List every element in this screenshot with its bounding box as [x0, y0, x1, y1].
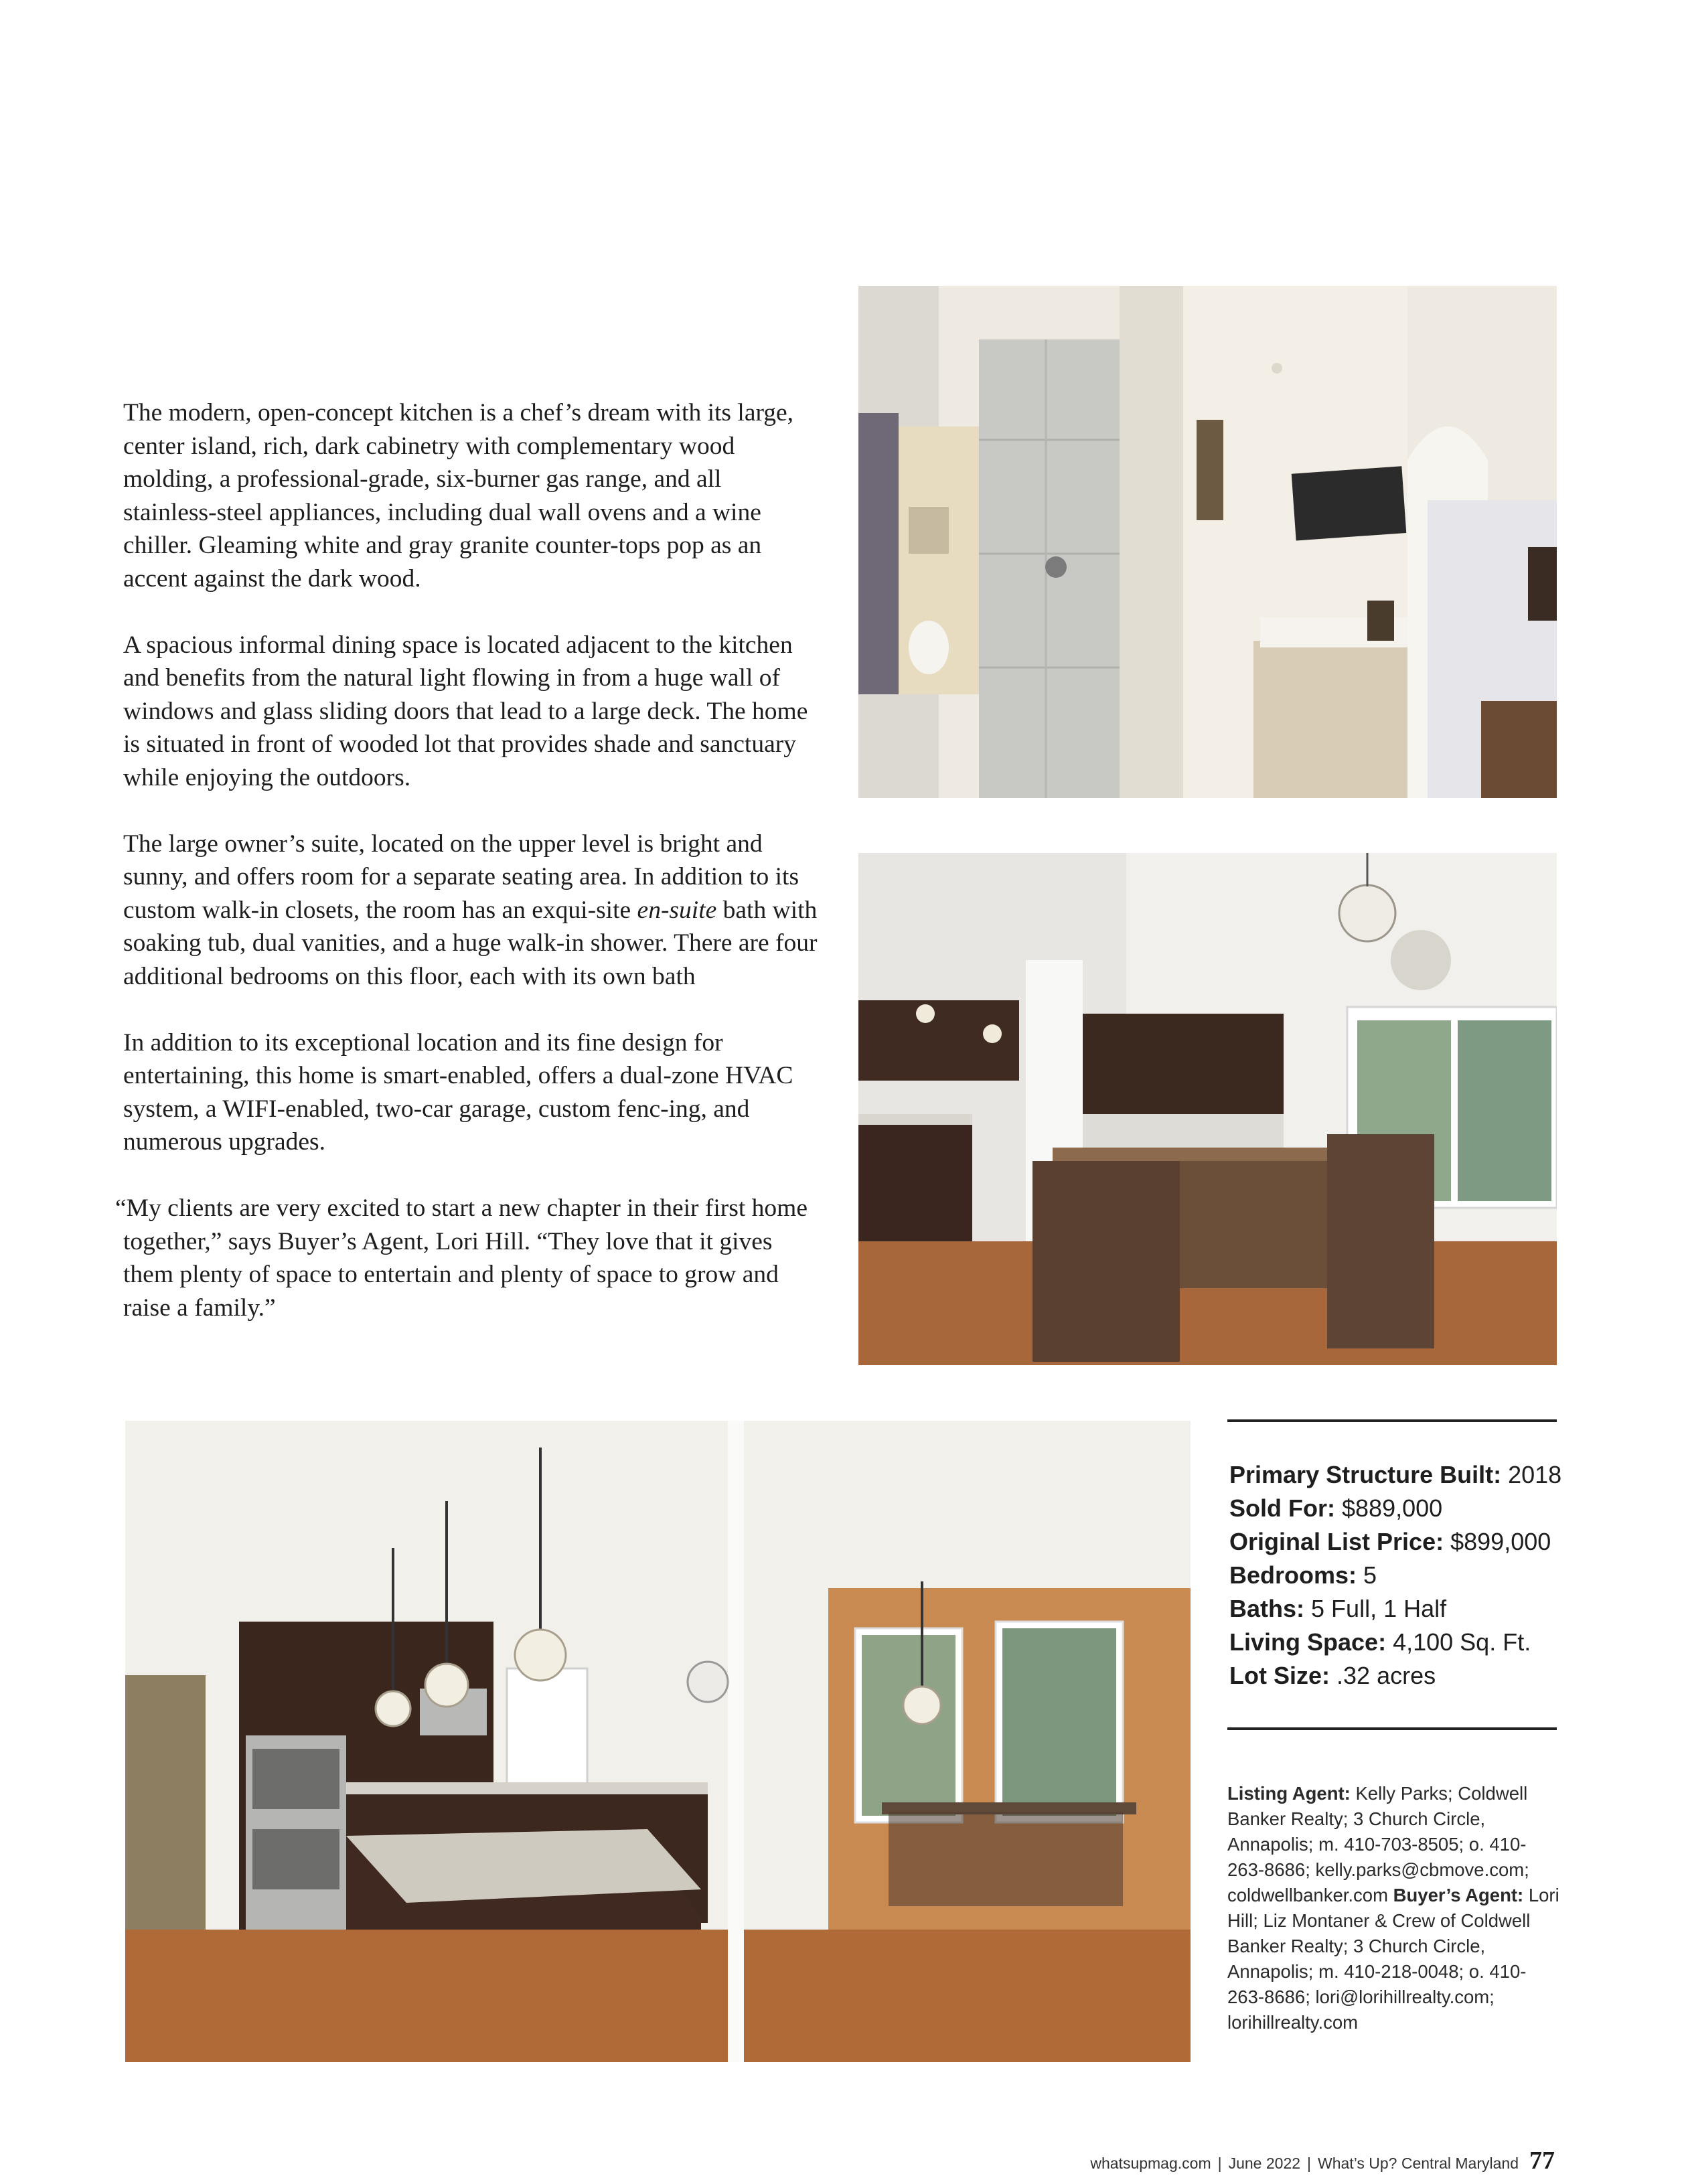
fact-value: 4,100 Sq. Ft.	[1393, 1628, 1531, 1656]
fact-label: Original List Price:	[1229, 1528, 1444, 1555]
fact-value: $899,000	[1450, 1528, 1551, 1555]
buyers-agent-label: Buyer’s Agent:	[1393, 1885, 1524, 1905]
paragraph-quote: “My clients are very excited to start a new chapter in their first home together,” says Buyer’s Agent, Lori Hill. “They love that it gives them plenty of space to entertain and plenty of space to grow and raise a family.”	[115, 1194, 808, 1322]
fact-lot-size	[1229, 1659, 1557, 1693]
fact-label: Bedrooms:	[1229, 1561, 1357, 1589]
agent-credits	[1227, 1781, 1562, 2035]
footer-issue: June 2022	[1228, 2155, 1301, 2172]
paragraph-dining: A spacious informal dining space is located adjacent to the kitchen and benefits from the natural light flowing in from a huge wall of windows and glass sliding doors that lead to a large deck. The home is situated in front of wooded lot that provides shade and sanctuary while enjoying the outdoors.	[123, 631, 808, 791]
fact-label: Baths:	[1229, 1595, 1305, 1622]
fact-bedrooms	[1229, 1559, 1557, 1592]
footer-separator: |	[1307, 2155, 1312, 2172]
fact-year-built	[1229, 1458, 1562, 1492]
paragraph-features: In addition to its exceptional location and its fine design for entertaining, this home is smart-enabled, offers a dual-zone HVAC system, a WIFI-enabled, two-car garage, custom fenc-ing, and numerous upgrades.	[123, 1028, 793, 1156]
fact-value: 2018	[1508, 1461, 1562, 1488]
fact-value: .32 acres	[1336, 1662, 1436, 1689]
fact-value: 5 Full, 1 Half	[1311, 1595, 1447, 1622]
fact-list-price	[1229, 1525, 1557, 1559]
fact-living-space	[1229, 1626, 1557, 1659]
paragraph-owners-suite-emphasis: en-suite	[637, 896, 717, 924]
photo-kitchen	[125, 1421, 1191, 2062]
buyers-agent-text: Lori Hill; Liz Montaner & Crew of Coldwell Banker Realty; 3 Church Circle, Annapolis; m. 410-218-0048; o. 410-263-8686; lori@lorihillrealty.com; lorihillrealty.com	[1227, 1885, 1559, 2033]
property-facts	[1229, 1458, 1562, 1693]
footer-site: whatsupmag.com	[1090, 2155, 1211, 2172]
fact-label: Lot Size:	[1229, 1662, 1330, 1689]
photo-dining-area-art	[858, 853, 1557, 1365]
fact-sold-for	[1229, 1492, 1557, 1525]
facts-top-rule	[1227, 1419, 1557, 1422]
fact-label: Primary Structure Built:	[1229, 1461, 1502, 1488]
paragraph-kitchen: The modern, open-concept kitchen is a chef’s dream with its large, center island, rich, dark cabinetry with complementary wood molding, a professional-grade, six-burner gas range, and all stainless-steel appliances, including dual wall ovens and a wine chiller. Gleaming white and gray granite counter-tops pop as an accent against the dark wood.	[123, 399, 794, 593]
article-body	[115, 396, 820, 1358]
fact-label: Living Space:	[1229, 1628, 1387, 1656]
photo-master-bath-art	[858, 286, 1557, 798]
fact-value: $889,000	[1342, 1494, 1443, 1522]
footer-separator: |	[1217, 2155, 1222, 2172]
page-footer	[1090, 2146, 1555, 2175]
fact-label: Sold For:	[1229, 1494, 1335, 1522]
facts-bottom-rule	[1227, 1727, 1557, 1730]
fact-value: 5	[1363, 1561, 1377, 1589]
photo-dining-area	[858, 853, 1557, 1365]
listing-agent-text: Kelly Parks; Coldwell Banker Realty; 3 Church Circle, Annapolis; m. 410-703-8505; o. 410-263-8686; kelly.parks@cbmove.com; coldwellbanker.com	[1227, 1783, 1529, 1905]
footer-magazine: What’s Up? Central Maryland	[1318, 2155, 1519, 2172]
photo-kitchen-art	[125, 1421, 1191, 2062]
listing-agent-label: Listing Agent:	[1227, 1783, 1351, 1804]
paragraph-owners-suite-text-b: bath with soaking tub, dual vanities, and a huge walk-in shower. There are four additional bedrooms on this floor, each with its own bath	[123, 896, 818, 990]
paragraph-owners-suite	[123, 828, 820, 994]
fact-baths	[1229, 1592, 1557, 1626]
photo-master-bath	[858, 286, 1557, 798]
page-number: 77	[1529, 2147, 1555, 2175]
paragraph-owners-suite-text-a: The large owner’s suite, located on the upper level is bright and sunny, and offers room for a separate seating area. In addition to its custom walk-in closets, the room has an exqui-site	[123, 830, 799, 924]
